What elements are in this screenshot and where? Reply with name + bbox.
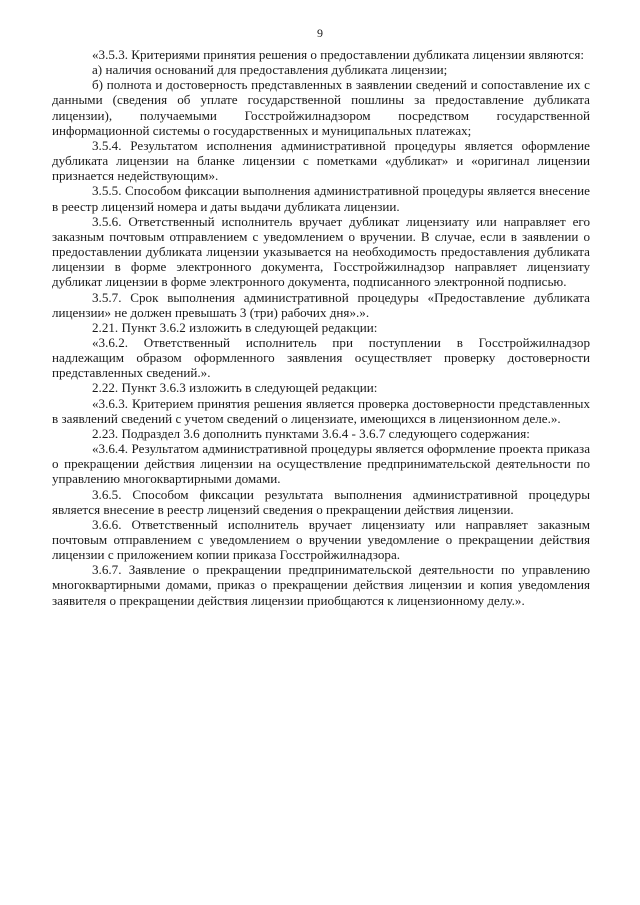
paragraph-item-b: б) полнота и достоверность представленных в заявлении сведений и сопоставление их с данными (сведения об уплате государственной пошлины за предоставление дубликата лицензии), получаемыми Госстройжилнадзором посредством государственной информационной системы о государственных и муниципальных платежах; bbox=[52, 77, 590, 138]
document-body bbox=[52, 47, 590, 608]
paragraph-item-a: а) наличия оснований для предоставления дубликата лицензии; bbox=[92, 62, 448, 78]
paragraph-3-6-4: «3.6.4. Результатом административной процедуры является оформление проекта приказа о прекращении действия лицензии на осуществление предпринимательской деятельности по управлению многоквартирными домами. bbox=[52, 441, 590, 487]
paragraph-3-5-6: 3.5.6. Ответственный исполнитель вручает дубликат лицензиату или направляет его заказным почтовым отправлением с уведомлением о вручении. В случае, если в заявлении о предоставлении дубликата лицензии указывается на необходимость предоставления дубликата лицензии в форме электронного документа, Госстройжилнадзор направляет лицензиату дубликат лицензии в форме электронного документа, подписанного электронной подписью. bbox=[52, 213, 590, 290]
paragraph-3-6-2: «3.6.2. Ответственный исполнитель при поступлении в Госстройжилнадзор надлежащим образом оформленного заявления осуществляет проверку достоверности представленных сведений.». bbox=[52, 334, 590, 381]
paragraph-3-6-5: 3.6.5. Способом фиксации результата выполнения административной процедуры является внесение в реестр лицензий сведения о прекращении действия лицензии. bbox=[52, 486, 590, 517]
paragraph-3-5-7: 3.5.7. Срок выполнения административной процедуры «Предоставление дубликата лицензии» не должен превышать 3 (три) рабочих дня».». bbox=[52, 289, 590, 320]
paragraph-2-21: 2.21. Пункт 3.6.2 изложить в следующей редакции: bbox=[92, 319, 378, 335]
page-number: 9 bbox=[317, 26, 323, 40]
paragraph-3-5-5: 3.5.5. Способом фиксации выполнения административной процедуры является внесение в реестр лицензий номера и даты выдачи дубликата лицензии. bbox=[52, 183, 590, 214]
paragraph-3-6-3: «3.6.3. Критерием принятия решения является проверка достоверности представленных в заявлений сведений с учетом сведений о лицензиате, имеющихся в лицензионном деле.». bbox=[52, 395, 590, 426]
paragraph-3-6-6: 3.6.6. Ответственный исполнитель вручает лицензиату или направляет заказным почтовым отправлением с уведомлением о вручении уведомление о прекращении действия лицензии с приложением копии приказа Госстройжилнадзора. bbox=[52, 516, 590, 563]
paragraph-2-23: 2.23. Подраздел 3.6 дополнить пунктами 3.6.4 - 3.6.7 следующего содержания: bbox=[92, 425, 530, 441]
paragraph-3-5-3: «3.5.3. Критериями принятия решения о предоставлении дубликата лицензии являются: bbox=[92, 47, 585, 62]
paragraph-3-5-4: 3.5.4. Результатом исполнения административной процедуры является оформление дубликата лицензии на бланке лицензии с пометками «дубликат» и «оригинал лицензии признается недействующим». bbox=[52, 137, 590, 184]
paragraph-2-22: 2.22. Пункт 3.6.3 изложить в следующей редакции: bbox=[92, 380, 378, 396]
paragraph-3-6-7: 3.6.7. Заявление о прекращении предпринимательской деятельности по управлению многоквартирными домами, приказ о прекращении действия лицензии и копия уведомления заявителя о прекращении действия лицензии приобщаются к лицензионному делу.». bbox=[52, 562, 590, 608]
